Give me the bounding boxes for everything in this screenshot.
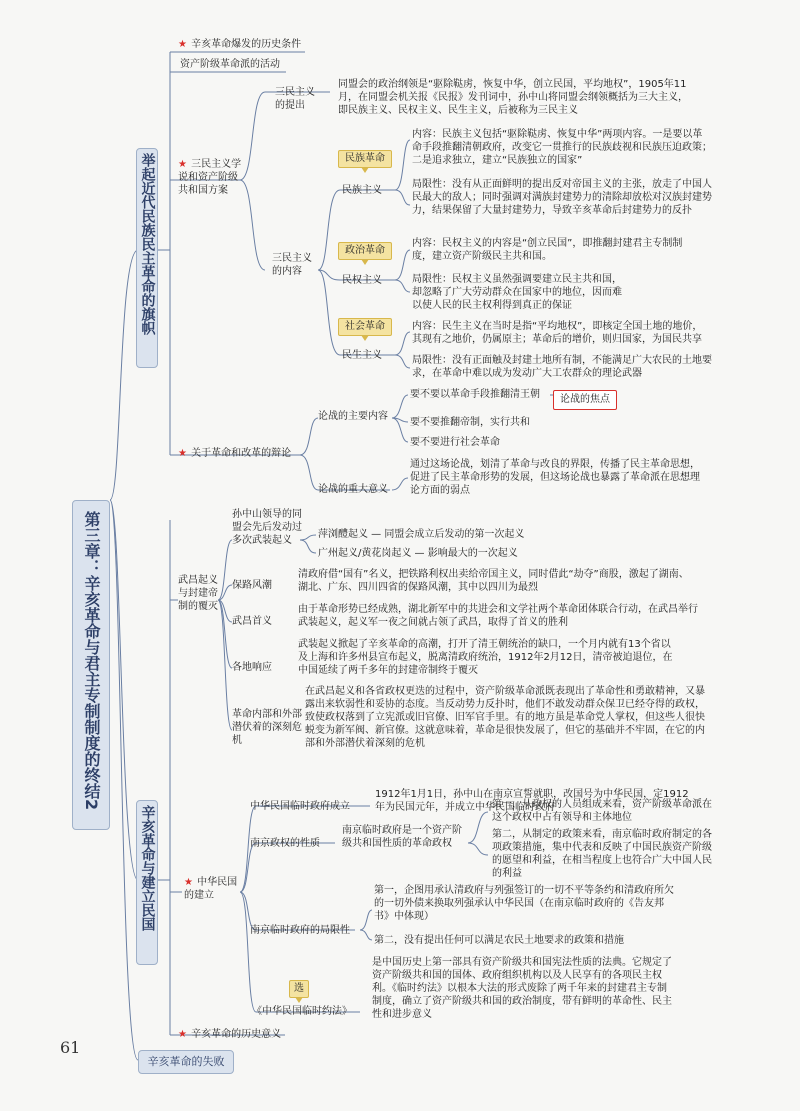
debate-point-3: 要不要进行社会革命	[410, 437, 500, 448]
history-condition-label: 辛亥革命爆发的历史条件	[191, 39, 302, 50]
section3-title-text: 辛亥革命的失败	[147, 1055, 225, 1068]
minzu-content: 内容：民族主义包括“驱除鞑虏、恢复中华”两项内容。一是要以革命手段推翻清朝政府，改变它一贯推行的民族歧视和民族压迫政策；二是追求独立，建立“民族独立的国家”	[412, 129, 712, 166]
sanmin-proposal-label: 三民主义的提出	[275, 87, 315, 111]
gedi-label: 各地响应	[232, 662, 272, 673]
nature-text: 南京临时政府是一个资产阶级共和国性质的革命政权	[342, 825, 462, 849]
debate-significance-text: 通过这场论战，划清了革命与改良的界限，传播了民主革命思想，促进了民主革命形势的发展，但这场论战也暴露了革命派在思想理论方面的弱点	[410, 459, 700, 496]
history-condition-item	[178, 38, 301, 51]
section3-title	[138, 1050, 234, 1074]
significance-item	[178, 1028, 281, 1041]
debate-point-1: 要不要以革命手段推翻清王朝	[410, 389, 540, 400]
tag-social-revolution: 社会革命	[338, 318, 392, 336]
tag-national-revolution: 民族革命	[338, 150, 392, 168]
minquan-content: 内容：民权主义的内容是“创立民国”，即推翻封建君主专制制度，建立资产阶级民主共和国。	[412, 238, 683, 262]
debate-label	[178, 447, 291, 460]
baolu-text: 清政府借“国有”名义，把铁路利权出卖给帝国主义，同时借此“劫夺”商股，激起了湖南、湖北、广东、四川四省的保路风潮，其中以四川为最烈	[298, 569, 689, 593]
revolutionary-activities-item: 资产阶级革命派的活动	[180, 59, 280, 70]
sanmin-content-label: 三民主义的内容	[272, 253, 312, 277]
gov-established-label: 中华民国临时政府成立	[250, 801, 350, 812]
crisis-text: 在武昌起义和各省政权更迭的过程中，资产阶级革命派既表现出了革命性和勇敢精神，又暴露出来软弱性和妥协的态度。当反动势力反扑时，他们不敢发动群众保卫已经夺得的政权，致使政权落到了立宪派或旧官僚、旧军官手里。有的地方虽是革命党人掌权，但这些人很快蜕变为新军阀、新官僚。这就意味着，革命是很快发展了，但它的基础并不牢固，在它的内部和外部潜伏着深刻的危机	[305, 686, 705, 749]
section2-title-text: 辛亥革命与建立民国	[139, 805, 156, 931]
section1-title-text: 举起近代民族民主革命的旗帜	[139, 153, 156, 335]
minsheng-content: 内容：民生主义在当时是指“平均地权”，即核定全国土地的地价，其现有之地价，仍属原主；革命后的增价，则归国家，为国民共享	[412, 321, 703, 345]
section2-title	[136, 800, 158, 965]
gov-limit-label: 南京临时政府的局限性	[250, 925, 350, 936]
gov-limit-1: 第一，企图用承认清政府与列强签订的一切不平等条约和清政府所欠的一切外债来换取列强承认中华民国（在南京临时政府的《告友邦书》中体现）	[374, 885, 674, 922]
debate-focus-box: 论战的焦点	[553, 390, 617, 410]
early-uprisings-label: 孙中山领导的同盟会先后发动过多次武装起义	[232, 509, 302, 546]
wuchang-label: 武昌首义	[232, 616, 272, 627]
minquan-label: 民权主义	[342, 275, 382, 286]
provisional-constitution-text: 是中国历史上第一部具有资产阶级共和国宪法性质的法典。它规定了资产阶级共和国的国体、政府组织机构以及人民享有的各项民主权利。《临时约法》以根本大法的形式废除了两千年来的封建君主专制制度，确立了资产阶级共和国的政治制度，带有鲜明的革命性、民主性和进步意义	[372, 957, 672, 1020]
provisional-constitution-label: 《中华民国临时约法》	[252, 1006, 352, 1017]
gov-established-text: 1912年1月1日，孙中山在南京宣誓就职，改国号为中华民国，定1912年为民国元年，并成立中华民国临时政府	[375, 789, 689, 813]
sanmin-theory-text: 三民主义学说和资产阶级共和国方案	[178, 159, 242, 196]
uprising-label: 武昌起义与封建帝制的覆灭	[178, 575, 218, 612]
nature-point-1: 第一，从政权的人员组成来看，资产阶级革命派在这个政权中占有领导和主体地位	[492, 799, 712, 823]
tag-elective: 选	[289, 980, 309, 998]
wuchang-text: 由于革命形势已经成熟，湖北新军中的共进会和文学社两个革命团体联合行动，在武昌举行武装起义，起义军一夜之间就占领了武昌，取得了首义的胜利	[298, 604, 698, 628]
debate-label-text: 关于革命和改革的辩论	[191, 448, 292, 459]
pingliu-uprising: 萍浏醴起义 — 同盟会成立后发动的第一次起义	[318, 529, 525, 540]
minsheng-label: 民生主义	[342, 350, 382, 361]
baolu-label: 保路风潮	[232, 580, 272, 591]
page-number: 61	[60, 1038, 81, 1057]
republic-label	[184, 876, 242, 902]
gov-limit-2: 第二，没有提出任何可以满足农民土地要求的政策和措施	[374, 935, 624, 946]
tag-political-revolution: 政治革命	[338, 242, 392, 260]
gedi-text: 武装起义掀起了辛亥革命的高潮，打开了清王朝统治的缺口，一个月内就有13个省以及上海和许多州县宣布起义，脱离清政府统治，1912年2月12日，清帝被迫退位，在中国延续了两千多年的封建帝制终于覆灭	[298, 639, 673, 676]
guangzhou-uprising: 广州起义/黄花岗起义 — 影响最大的一次起义	[318, 548, 518, 559]
debate-significance-label: 论战的重大意义	[318, 484, 388, 495]
minzu-limit: 局限性：没有从正面鲜明的提出反对帝国主义的主张，放走了中国人民最大的敌人；同时强调对满族封建势力的清除却放松对汉族封建势力，结果保留了大量封建势力，导致辛亥革命后封建势力的反扑	[412, 179, 712, 216]
sanmin-proposal-text: 同盟会的政治纲领是“驱除鞑虏，恢复中华，创立民国，平均地权”，1905年11月，在同盟会机关报《民报》发刊词中，孙中山将同盟会纲领概括为三大主义，即民族主义、民权主义、民生主义，后被称为三民主义	[338, 79, 688, 116]
sanmin-theory-label	[178, 158, 244, 197]
minsheng-limit: 局限性：没有正面触及封建土地所有制，不能满足广大农民的土地要求，在革命中难以成为发动广大工农群众的理论武器	[412, 355, 712, 379]
republic-label-text: 中华民国的建立	[184, 877, 238, 901]
debate-main-label: 论战的主要内容	[318, 411, 388, 422]
significance-text: 辛亥革命的历史意义	[191, 1029, 282, 1040]
debate-point-2: 要不要推翻帝制，实行共和	[410, 417, 530, 428]
section1-title	[136, 148, 158, 368]
nature-point-2: 第二，从制定的政策来看，南京临时政府制定的各项政策措施，集中代表和反映了中国民族资产阶级的愿望和利益，在相当程度上也符合广大中国人民的利益	[492, 829, 712, 879]
minquan-limit: 局限性：民权主义虽然强调要建立民主共和国，却忽略了广大劳动群众在国家中的地位，因而难以使人民的民主权利得到真正的保证	[412, 274, 622, 311]
chapter-title	[72, 500, 110, 830]
nature-label: 南京政权的性质	[250, 838, 320, 849]
chapter-title-text: 第三章：辛亥革命与君主专制制度的终结2	[82, 511, 101, 811]
crisis-label: 革命内部和外部潜伏着的深刻危机	[232, 709, 302, 746]
minzu-label: 民族主义	[342, 185, 382, 196]
